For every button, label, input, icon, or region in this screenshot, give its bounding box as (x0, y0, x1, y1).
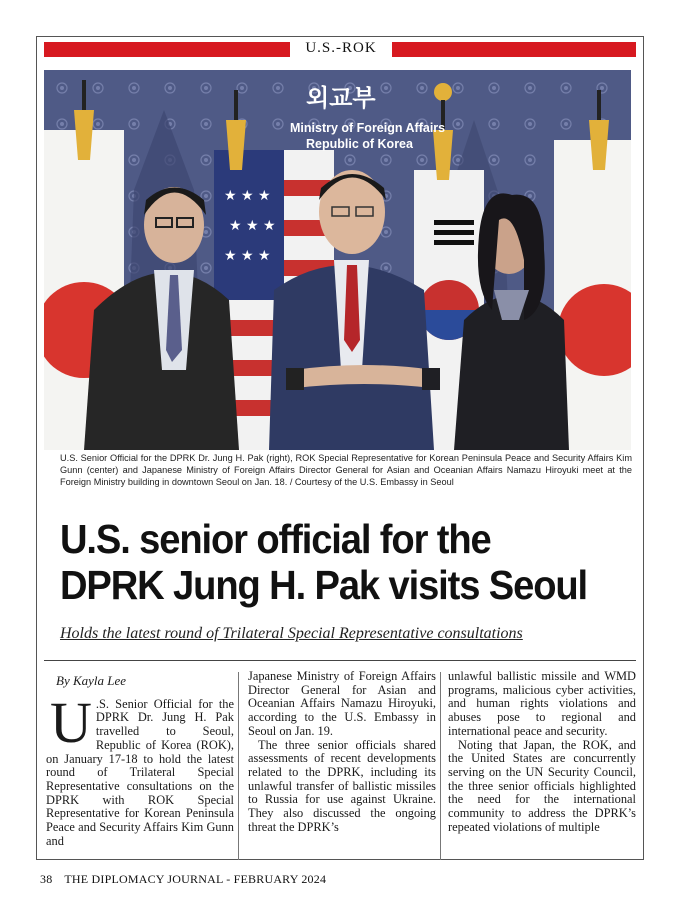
headline-line-2: DPRK Jung H. Pak visits Seoul (60, 562, 588, 608)
article-column-1 (46, 670, 234, 848)
column-2-paragraph-1: Japanese Ministry of Foreign Affairs Director General for Asian and Oceanian Affairs Namazu Hiroyuki, according to the U.S. Embassy in Seoul on Jan. 19. (248, 669, 436, 738)
section-bar-left (44, 42, 290, 57)
column-2-paragraph-2: The three senior officials shared assessments of recent developments related to the DPRK, including its unlawful transfer of ballistic missiles to Russia for use against Ukraine. They also discussed the ongoing threat the DPRK’s (248, 737, 436, 834)
sign-korean-text: 외교부 (306, 84, 376, 112)
sign-line2-text: Republic of Korea (306, 137, 413, 151)
photo-caption: U.S. Senior Official for the DPRK Dr. Jung H. Pak (right), ROK Special Representative for Korean Peninsula Peace and Security Affairs Kim Gunn (center) and Japanese Ministry of Foreign Affairs Director General for Asian and Oceanian Affairs Namazu Hiroyuki meet at the Foreign Ministry building in downtown Seoul on Jan. 18. / Courtesy of the U.S. Embassy in Seoul (60, 453, 632, 487)
byline: By Kayla Lee (56, 673, 127, 688)
svg-text:★ ★ ★: ★ ★ ★ (224, 248, 271, 264)
column-divider-2 (440, 672, 441, 860)
section-label: U.S.-ROK (305, 40, 377, 56)
section-header (44, 42, 636, 58)
column-3-paragraph-1: unlawful ballistic missile and WMD programs, malicious cyber activities, and human rights violations and abuses pose to regional and international peace and security. (448, 669, 636, 738)
article-photo (44, 70, 631, 450)
sign-line1-text: Ministry of Foreign Affairs (290, 121, 446, 135)
article-column-3 (448, 670, 636, 834)
page-footer (40, 872, 338, 887)
section-bar-right (392, 42, 636, 57)
column-divider-1 (238, 672, 239, 860)
divider (44, 660, 636, 661)
column-1-text: .S. Senior Official for the DPRK Dr. Jung H. Pak travelled to Seoul, Republic of Korea (ROK), on January 17-18 to hold the latest round of Trilateral Special Representative consultations on the DPRK with ROK Special Representative for Korean Peninsula Peace and Security Affairs Kim Gunn and (46, 696, 234, 848)
svg-text:★ ★ ★: ★ ★ ★ (229, 218, 276, 234)
article-column-2 (248, 670, 436, 834)
drop-cap: U (50, 689, 92, 755)
article-subhead: Holds the latest round of Trilateral Special Representative consultations (60, 625, 523, 642)
article-headline (60, 516, 599, 608)
page-number: 38 (40, 872, 53, 886)
svg-text:★ ★ ★: ★ ★ ★ (224, 188, 271, 204)
publication-name: THE DIPLOMACY JOURNAL - FEBRUARY 2024 (64, 872, 327, 886)
headline-line-1: U.S. senior official for the (60, 516, 491, 562)
column-3-paragraph-2: Noting that Japan, the ROK, and the United States are concurrently serving on the UN Security Council, the three senior officials highlighted the need for the international community to address the DPRK’s repeated violations of multiple (448, 737, 636, 834)
